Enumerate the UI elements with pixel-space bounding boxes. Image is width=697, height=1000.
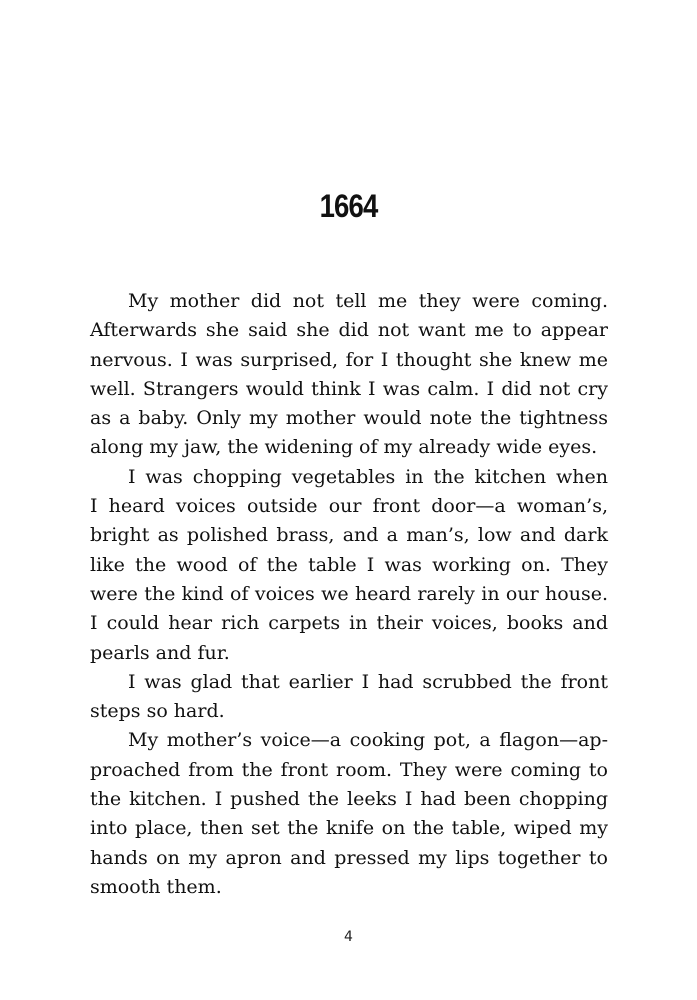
- text-line: I heard voices outside our front door—a woman’s,: [90, 495, 608, 518]
- text-line: the kitchen. I pushed the leeks I had been chopping: [90, 788, 608, 811]
- paragraph: [90, 668, 608, 727]
- paragraph: [90, 287, 608, 463]
- text-line: into place, then set the knife on the table, wiped my: [90, 817, 608, 840]
- body-text: [90, 287, 608, 902]
- text-line: bright as polished brass, and a man’s, low and dark: [90, 524, 608, 547]
- page-number: 4: [344, 929, 353, 945]
- text-line: as a baby. Only my mother would note the tightness: [90, 407, 608, 430]
- text-line: My mother’s voice—a cooking pot, a flagon—ap-: [128, 729, 608, 752]
- text-line: My mother did not tell me they were coming.: [128, 290, 608, 312]
- text-line: steps so hard.: [90, 700, 225, 723]
- text-line: I was chopping vegetables in the kitchen when: [128, 465, 608, 488]
- text-line: were the kind of voices we heard rarely in our house.: [90, 582, 608, 605]
- paragraph: [90, 463, 608, 668]
- text-line: hands on my apron and pressed my lips together to: [90, 846, 608, 869]
- text-line: Afterwards she said she did not want me to appear: [90, 319, 608, 342]
- chapter-title: 1664: [319, 188, 378, 224]
- text-line: well. Strangers would think I was calm. I did not cry: [90, 377, 608, 400]
- text-line: along my jaw, the widening of my already wide eyes.: [90, 436, 598, 459]
- text-line: nervous. I was surprised, for I thought she knew me: [90, 348, 608, 371]
- paragraph: [90, 726, 608, 902]
- text-line: smooth them.: [90, 875, 222, 898]
- text-line: like the wood of the table I was working on. They: [90, 553, 608, 576]
- text-line: proached from the front room. They were coming to: [90, 758, 608, 781]
- text-line: I could hear rich carpets in their voices, books and: [90, 612, 608, 635]
- text-line: I was glad that earlier I had scrubbed the front: [128, 670, 608, 693]
- text-line: pearls and fur.: [90, 641, 230, 664]
